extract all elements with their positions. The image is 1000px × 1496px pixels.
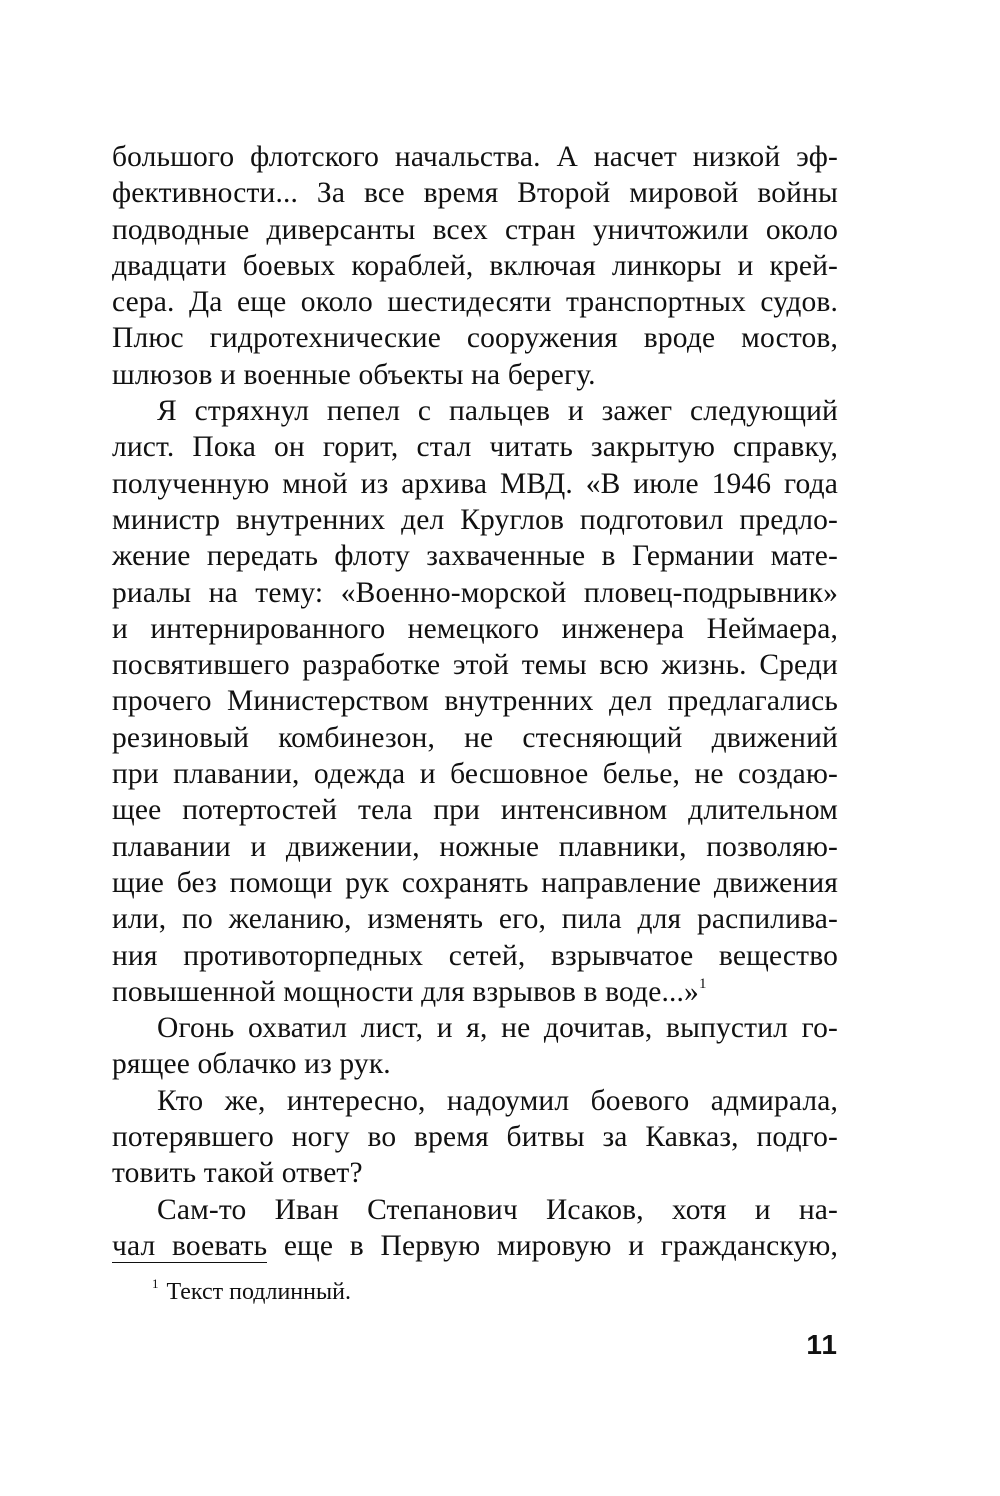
text-line: чал воевать еще в Первую мировую и гражданскую, bbox=[112, 1229, 838, 1262]
text-line: резиновый комбинезон, не стесняющий движений bbox=[112, 721, 838, 754]
text-line: жение передать флоту захваченные в Германии мате- bbox=[112, 540, 838, 573]
page-number: 11 bbox=[806, 1329, 838, 1360]
text-line: Кто же, интересно, надоумил боевого адмирала, bbox=[157, 1084, 838, 1117]
text-line bbox=[112, 974, 838, 1010]
text-line: прочего Министерством внутренних дел предлагались bbox=[112, 685, 838, 718]
text-line: или, по желанию, изменять его, пила для распилива- bbox=[112, 903, 838, 936]
text-line: сера. Да еще около шестидесяти транспортных судов. bbox=[112, 286, 838, 319]
text-line: и интернированного немецкого инженера Неймаера, bbox=[112, 612, 838, 645]
text-line: риалы на тему: «Военно-морской пловец-подрывник» bbox=[112, 576, 838, 609]
text-line: при плавании, одежда и бесшовное белье, не создаю- bbox=[112, 758, 838, 791]
text-line: шлюзов и военные объекты на берегу. bbox=[112, 358, 596, 391]
text-line: Сам-то Иван Степанович Исаков, хотя и на- bbox=[157, 1193, 838, 1226]
text-line-content: повышенной мощности для взрывов в воде...» bbox=[112, 975, 699, 1008]
text-line: Я стряхнул пепел с пальцев и зажег следующий bbox=[157, 395, 838, 428]
footnote-text: Текст подлинный. bbox=[166, 1279, 351, 1305]
text-line: ния противоторпедных сетей, взрывчатое вещество bbox=[112, 939, 838, 972]
text-line: полученную мной из архива МВД. «В июле 1946 года bbox=[112, 467, 838, 500]
footnote-marker: 1 bbox=[152, 1276, 159, 1291]
text-line: фективности... За все время Второй мировой войны bbox=[112, 177, 838, 210]
text-line: плавании и движении, ножные плавники, позволяю- bbox=[112, 830, 838, 863]
footnote-reference[interactable]: 1 bbox=[698, 975, 707, 992]
text-line: двадцати боевых кораблей, включая линкоры и крей- bbox=[112, 249, 838, 282]
text-line: лист. Пока он горит, стал читать закрытую справку, bbox=[112, 431, 838, 464]
footnote-divider bbox=[112, 1262, 267, 1263]
text-line: потерявшего ногу во время битвы за Кавказ, подго- bbox=[112, 1121, 838, 1154]
text-line: рящее облачко из рук. bbox=[112, 1048, 391, 1081]
text-line: товить такой ответ? bbox=[112, 1157, 363, 1190]
text-line: большого флотского начальства. А насчет низкой эф- bbox=[112, 141, 838, 173]
body-text bbox=[112, 139, 838, 1264]
text-line: щее потертостей тела при интенсивном длительном bbox=[112, 794, 838, 827]
text-line: посвятившего разработке этой темы всю жизнь. Среди bbox=[112, 649, 838, 682]
text-line: щие без помощи рук сохранять направление движения bbox=[112, 866, 838, 899]
text-line: министр внутренних дел Круглов подготовил предло- bbox=[112, 503, 838, 536]
text-line: Огонь охватил лист, и я, не дочитав, выпустил го- bbox=[157, 1012, 838, 1045]
text-line: Плюс гидротехнические сооружения вроде мостов, bbox=[112, 322, 838, 355]
footnote bbox=[152, 1277, 351, 1307]
text-line: подводные диверсанты всех стран уничтожили около bbox=[112, 213, 838, 246]
